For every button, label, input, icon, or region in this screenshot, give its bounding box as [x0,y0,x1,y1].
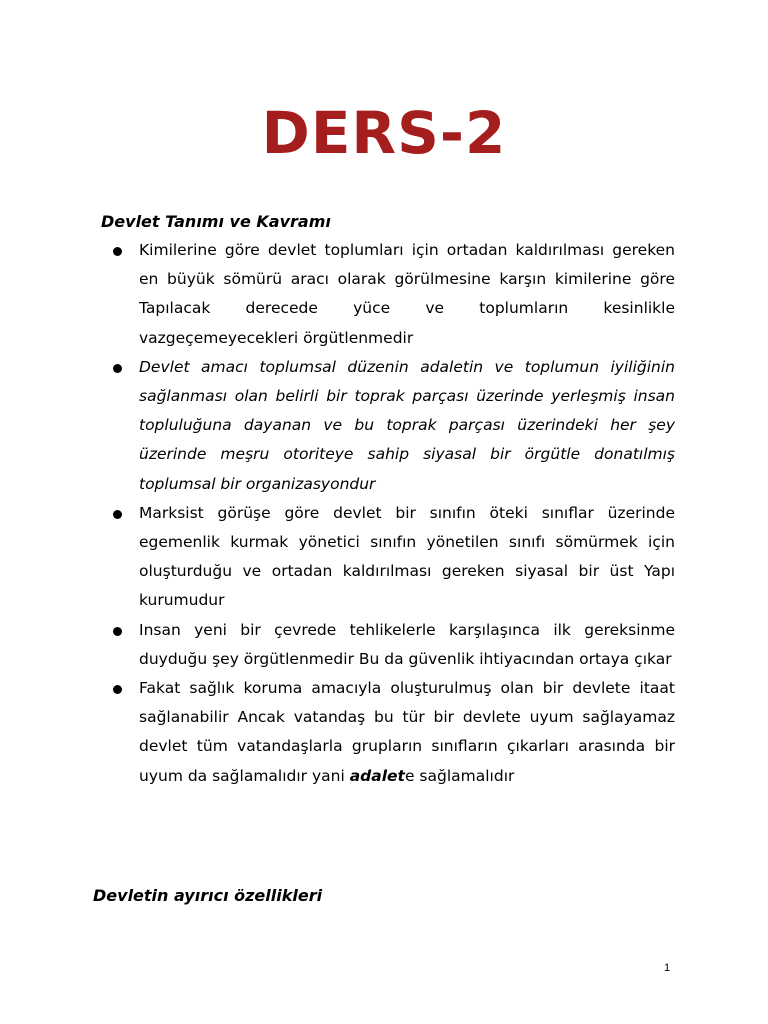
list-item [110,236,675,353]
document-title: DERS-2 [261,99,507,167]
list-item [110,616,675,674]
section-heading-ayirici-ozellikler: Devletin ayırıcı özellikleri [93,886,323,905]
list-item [110,674,675,791]
list-item-text [139,679,675,785]
page-number: 1 [664,962,671,974]
bullet-icon [113,364,122,373]
bullet-icon [113,247,122,256]
bullet-list [110,236,675,791]
list-item-text-start: Fakat sağlık koruma amacıyla oluşturulmuş olan bir devlete itaat sağlanabilir Ancak vatandaş bu tür bir devlete uyum sağlayamaz devlet tüm vatandaşlarla grupların sınıfların çıkarları arasında bir uyum da sağlamalıdır yani [139,679,675,785]
list-item [110,499,675,616]
list-item-text: Kimilerine göre devlet toplumları için ortadan kaldırılması gereken en büyük sömürü aracı olarak görülmesine karşın kimilerine göre Tapılacak derecede yüce ve toplumların kesinlikle vazgeçemeyecekleri örgütlenmedir [139,241,675,347]
bullet-icon [113,510,122,519]
section-heading-devlet-tanimi: Devlet Tanımı ve Kavramı [101,212,331,231]
list-item-text: Marksist görüşe göre devlet bir sınıfın öteki sınıflar üzerinde egemenlik kurmak yönetici sınıfın yönetilen sınıfı sömürmek için oluşturduğu ve ortadan kaldırılması gereken siyasal bir üst Yapı kurumudur [139,503,675,610]
list-item [110,353,675,499]
list-item-text: Insan yeni bir çevrede tehlikelerle karşılaşınca ilk gereksinme duyduğu şey örgütlenmedir Bu da güvenlik ihtiyacından ortaya çıkar [139,620,675,668]
bullet-icon [113,685,122,694]
emphasized-word: adalet [349,766,405,785]
bullet-icon [113,627,122,636]
list-item-text: Devlet amacı toplumsal düzenin adaletin ve toplumun iyiliğinin sağlanması olan belirli bir toprak parçası üzerinde yerleşmiş insan topluluğuna dayanan ve bu toprak parçası üzerindeki her şey üzerinde meşru otoriteye sahip siyasal bir örgütle donatılmış toplumsal bir organizasyondur [139,357,675,493]
list-item-text-end: e sağlamalıdır [404,766,515,785]
